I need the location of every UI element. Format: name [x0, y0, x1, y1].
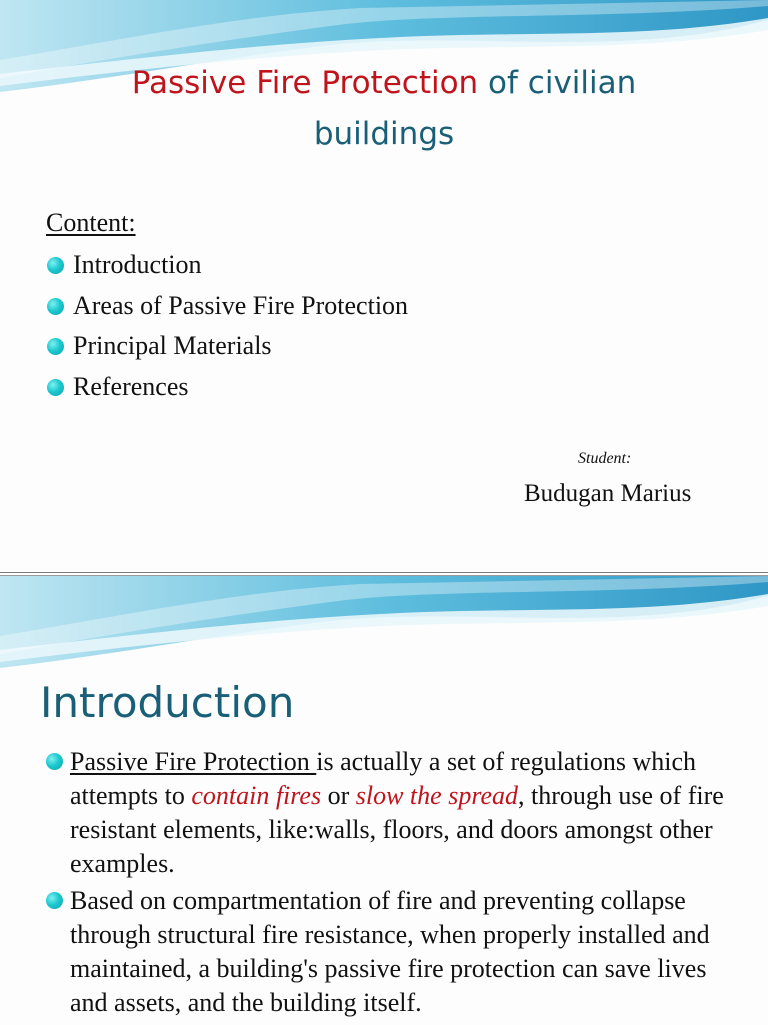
list-item	[46, 248, 408, 289]
content-heading: Content:	[46, 208, 136, 237]
text: is actually a set of regulations which attempts to	[70, 747, 697, 810]
text: or	[321, 781, 356, 810]
paragraph	[46, 884, 750, 1020]
bullet-icon	[46, 892, 63, 909]
introduction-slide	[0, 575, 768, 1025]
bullet-icon	[46, 753, 63, 770]
bullet-icon	[47, 338, 64, 355]
bullet-icon	[47, 298, 64, 315]
bullet-icon	[47, 379, 64, 396]
text: Based on compartmentation of fire and preventing collapse through structural fire resistance, when properly installed and maintained, a building's passive fire protection can save lives and assets, and the building itself.	[70, 886, 710, 1017]
title-rest: of civilian	[478, 65, 637, 101]
content-list	[46, 248, 408, 410]
emphasis-text: slow the spread	[355, 781, 519, 810]
list-item-label: Introduction	[73, 250, 202, 279]
title-highlight: Passive Fire Protection	[131, 65, 479, 101]
list-item-label: Areas of Passive Fire Protection	[73, 290, 409, 320]
student-name: Budugan Marius	[524, 480, 692, 507]
underlined-term: Passive Fire Protection	[70, 747, 317, 776]
text: , through use of fire resistant elements, like:walls, floors, and doors amongst other examples.	[70, 781, 724, 878]
emphasis-text: contain fires	[191, 781, 322, 810]
list-item	[46, 370, 408, 411]
paragraph	[46, 745, 750, 881]
list-item	[46, 289, 408, 330]
list-item-label: Principal Materials	[73, 331, 272, 360]
bullet-icon	[47, 257, 64, 274]
wave-header-graphic	[0, 576, 768, 686]
student-label: Student:	[578, 450, 632, 467]
section-heading: Introduction	[40, 678, 295, 727]
list-item-label: References	[73, 371, 189, 401]
title-line-2: buildings	[313, 116, 455, 152]
list-item	[46, 329, 408, 370]
slide-title	[0, 58, 768, 160]
